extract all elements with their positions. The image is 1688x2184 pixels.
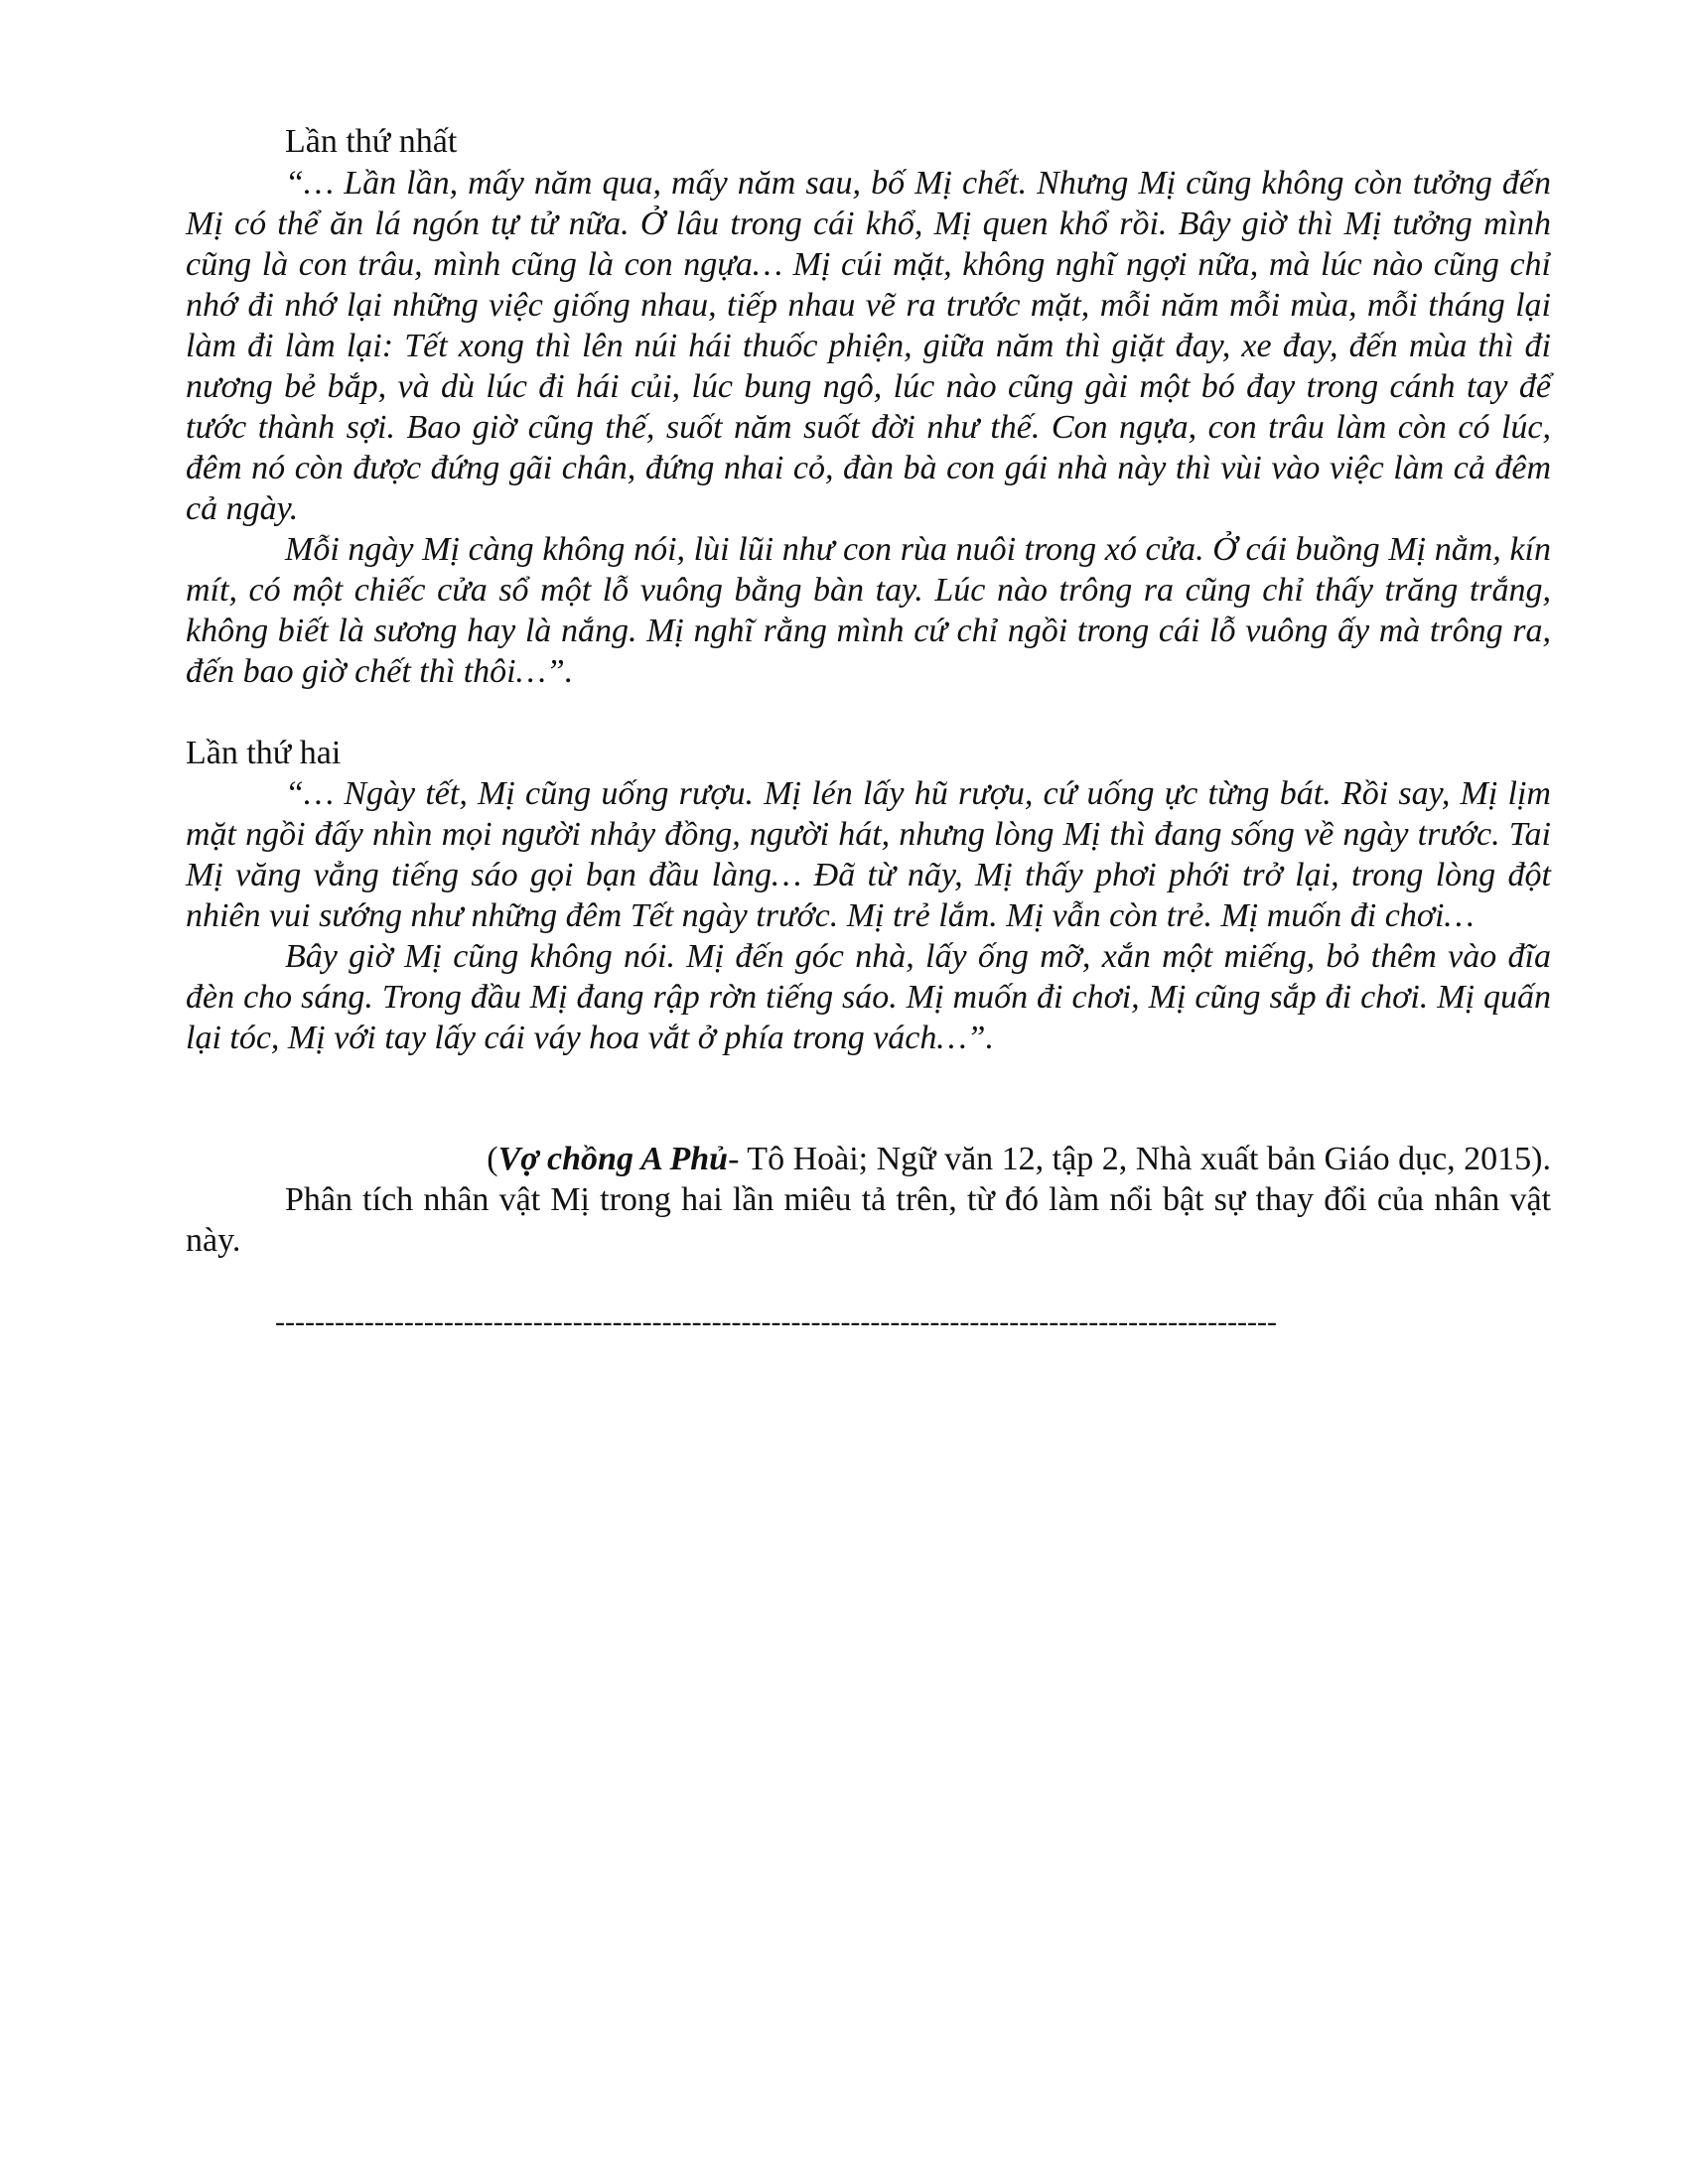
section-2-paragraph-1: “… Ngày tết, Mị cũng uống rượu. Mị lén lấy hũ rượu, cứ uống ực từng bát. Rồi say, Mị lịm mặt ngồi đấy nhìn mọi người nhảy đồng, người hát, nhưng lòng Mị thì đang sống về ngày trước. Tai Mị văng vẳng tiếng sáo gọi bạn đầu làng… Đã từ nãy, Mị thấy phơi phới trở lại, trong lòng đột nhiên vui sướng như những đêm Tết ngày trước. Mị trẻ lắm. Mị vẫn còn trẻ. Mị muốn đi chơi… <box>186 775 1551 934</box>
source-details: - Tô Hoài; Ngữ văn 12, tập 2, Nhà xuất bản Giáo dục, 2015). <box>728 1141 1551 1177</box>
section-2-heading: Lần thứ hai <box>186 735 342 771</box>
section-1-passage <box>186 163 1551 692</box>
section-2 <box>186 733 1551 1058</box>
source-citation <box>186 1139 1551 1179</box>
source-work-title: Vợ chồng A Phủ <box>497 1141 729 1177</box>
source-open-paren: ( <box>487 1141 498 1177</box>
section-1-paragraph-2: Mỗi ngày Mị càng không nói, lùi lũi như con rùa nuôi trong xó cửa. Ở cái buồng Mị nằm, kín mít, có một chiếc cửa sổ một lỗ vuông bằng bàn tay. Lúc nào trông ra cũng chỉ thấy trăng trắng, không biết là sương hay là nắng. Mị nghĩ rằng mình cứ chỉ ngồi trong cái lỗ vuông ấy mà trông ra, đến bao giờ chết thì thôi…”. <box>186 531 1551 690</box>
question-prompt: Phân tích nhân vật Mị trong hai lần miêu tả trên, từ đó làm nổi bật sự thay đổi của nhân vật này. <box>186 1181 1551 1259</box>
section-2-paragraph-2: Bây giờ Mị cũng không nói. Mị đến góc nhà, lấy ống mỡ, xắn một miếng, bỏ thêm vào đĩa đèn cho sáng. Trong đầu Mị đang rập rờn tiếng sáo. Mị muốn đi chơi, Mị cũng sắp đi chơi. Mị quấn lại tóc, Mị với tay lấy cái váy hoa vắt ở phía trong vách…”. <box>186 938 1551 1056</box>
divider-line: ----------------------------------------------------------------------------------------------------- <box>275 1305 1278 1338</box>
section-1-paragraph-1: “… Lần lần, mấy năm qua, mấy năm sau, bố Mị chết. Nhưng Mị cũng không còn tưởng đến Mị có thể ăn lá ngón tự tử nữa. Ở lâu trong cái khổ, Mị quen khổ rồi. Bây giờ thì Mị tưởng mình cũng là con trâu, mình cũng là con ngựa… Mị cúi mặt, không nghĩ ngợi nữa, mà lúc nào cũng chỉ nhớ đi nhớ lại những việc giống nhau, tiếp nhau vẽ ra trước mặt, mỗi năm mỗi mùa, mỗi tháng lại làm đi làm lại: Tết xong thì lên núi hái thuốc phiện, giữa năm thì giặt đay, xe đay, đến mùa thì đi nương bẻ bắp, và dù lúc đi hái củi, lúc bung ngô, lúc nào cũng gài một bó đay trong cánh tay để tước thành sợi. Bao giờ cũng thế, suốt năm suốt đời như thế. Con ngựa, con trâu làm còn có lúc, đêm nó còn được đứng gãi chân, đứng nhai cỏ, đàn bà con gái nhà này thì vùi vào việc làm cả đêm cả ngày. <box>186 165 1551 527</box>
section-1-heading: Lần thứ nhất <box>285 123 458 160</box>
section-2-passage <box>186 773 1551 1058</box>
